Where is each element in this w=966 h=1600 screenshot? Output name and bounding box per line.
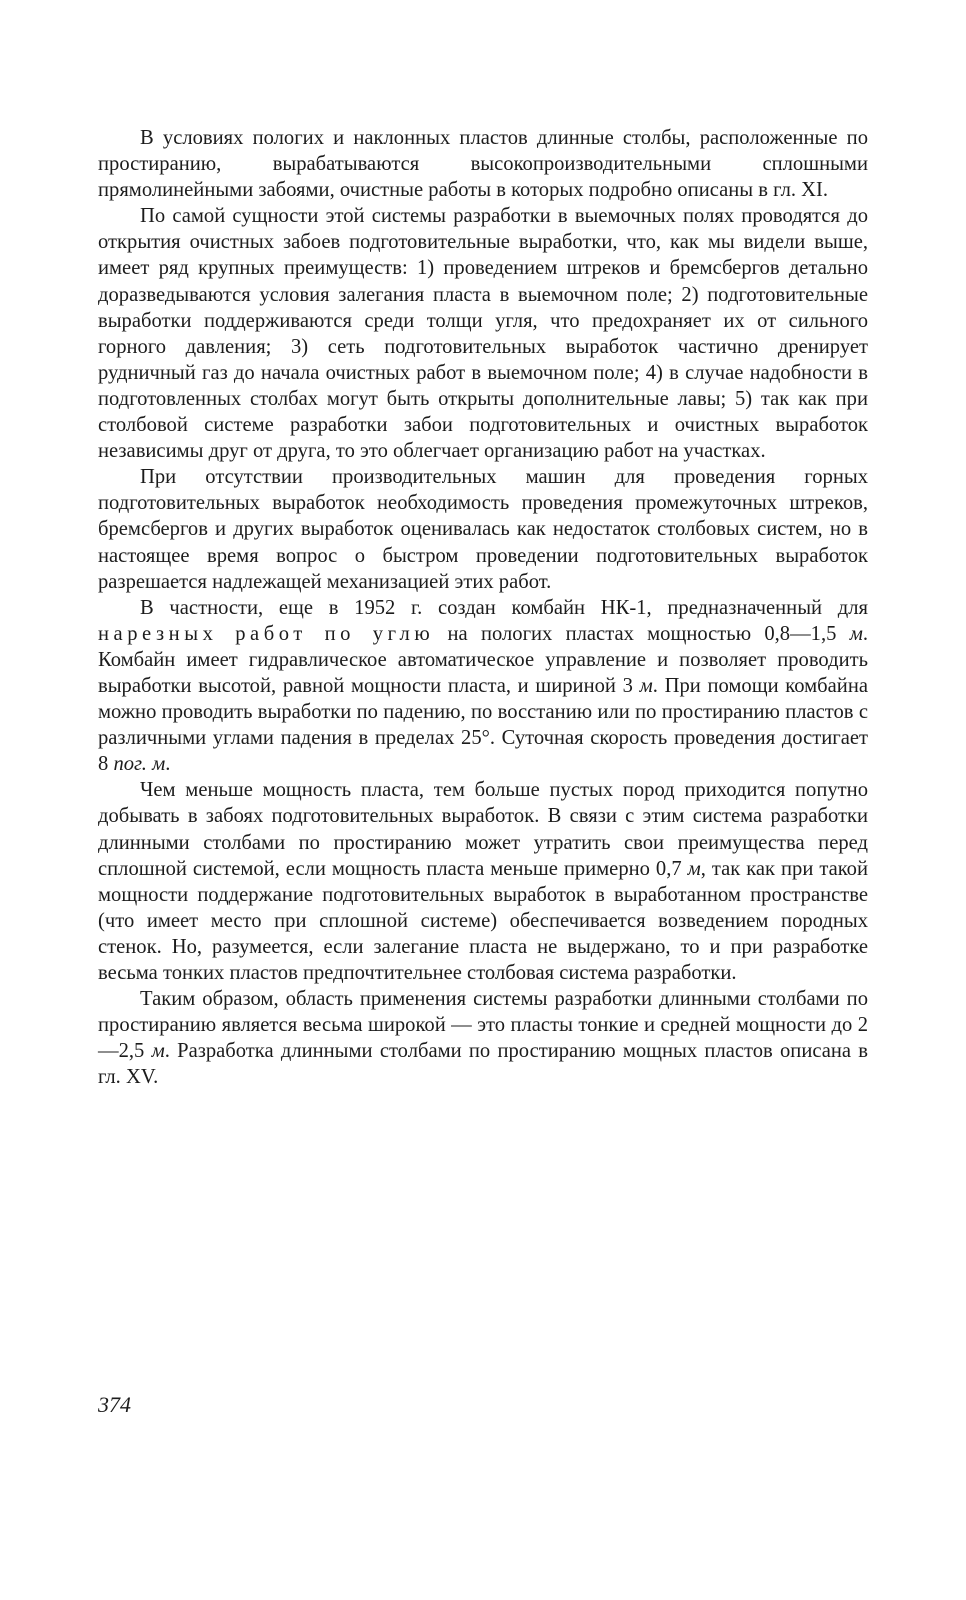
paragraph-4-part-5: . (165, 753, 171, 776)
unit-m: м (151, 1040, 165, 1063)
paragraph-4-part-2: на пологих пластах мощностью 0,8—1,5 (434, 622, 850, 645)
paragraph-6-part-1: Таким образом, область применения системы разработки длинными столбами по простиранию является весьма широкой — это пласты тонкие и средней мощности до 2—2,5 (98, 988, 868, 1063)
paragraph-5-part-2: , так как при такой мощности поддержание подготовительных выработок в выработанном пространстве (что имеет место при сплошной системе) обеспечивается возведением породных стенок. Но, разумеется, если залегание пласта не выдержано, то и при разработке весьма тонких пластов предпочтительнее столбовая система разработки. (98, 857, 868, 984)
unit-pog-m: пог. м (113, 753, 166, 776)
unit-m: м (849, 622, 863, 645)
paragraph-5 (98, 777, 868, 986)
spaced-emphasis: нарезных работ по углю (98, 622, 435, 645)
paragraph-4-part-3: . Комбайн имеет гидравлическое автоматическое управление и позволяет проводить выработки высотой, равной мощности пласта, и шириной 3 (98, 622, 869, 697)
paragraph-5-part-1: Чем меньше мощность пласта, тем больше пустых пород приходится попутно добывать в забоях подготовительных выработок. В связи с этим система разработки длинными столбами по простиранию может утратить свои преимущества перед сплошной системой, если мощность пласта меньше примерно 0,7 (98, 779, 868, 880)
paragraph-4-part-4: . При помощи комбайна можно проводить выработки по падению, по восстанию или по простиранию пластов с различными углами падения в пределах 25°. Суточная скорость проведения достигает 8 (98, 674, 868, 776)
paragraph-6-part-2: . Разработка длинными столбами по простиранию мощных пластов описана в гл. XV. (98, 1040, 868, 1089)
paragraph-3: При отсутствии производительных машин для проведения горных подготовительных выработок необходимость проведения промежуточных штреков, бремсбергов и других выработок оценивалась как недостаток столбовых систем, но в настоящее время вопрос о быстром проведении подготовительных выработок разрешается надлежащей механизацией этих работ. (98, 466, 868, 593)
paragraph-2: По самой сущности этой системы разработки в выемочных полях проводятся до открытия очистных забоев подготовительные выработки, что, как мы видели выше, имеет ряд крупных преимуществ: 1) проведением штреков и бремсбергов детально доразведываются условия залегания пласта в выемочном поле; 2) подготовительные выработки поддерживаются среди толщи угля, что предохраняет их от сильного горного давления; 3) сеть подготовительных выработок частично дренирует рудничный газ до начала очистных работ в выемочном поле; 4) в случае надобности в подготовленных столбах могут быть открыты дополнительные лавы; 5) так как при столбовой системе разработки забои подготовительных и очистных выработок независимы друг от друга, то это облегчает организацию работ на участках. (98, 205, 868, 463)
paragraph-4 (98, 595, 868, 778)
paragraph-4-part-1: В частности, еще в 1952 г. создан комбайн НК-1, предназначенный для (140, 596, 868, 619)
paragraph-6 (98, 986, 868, 1090)
unit-m: м (687, 857, 701, 880)
paragraph-1: В условиях пологих и наклонных пластов длинные столбы, расположенные по простиранию, вырабатываются высокопроизводительными сплошными прямолинейными забоями, очистные работы в которых подробно описаны в гл. XI. (98, 127, 868, 202)
unit-m: м (639, 674, 653, 697)
page-number: 374 (98, 1392, 131, 1417)
body-text (98, 125, 868, 1090)
